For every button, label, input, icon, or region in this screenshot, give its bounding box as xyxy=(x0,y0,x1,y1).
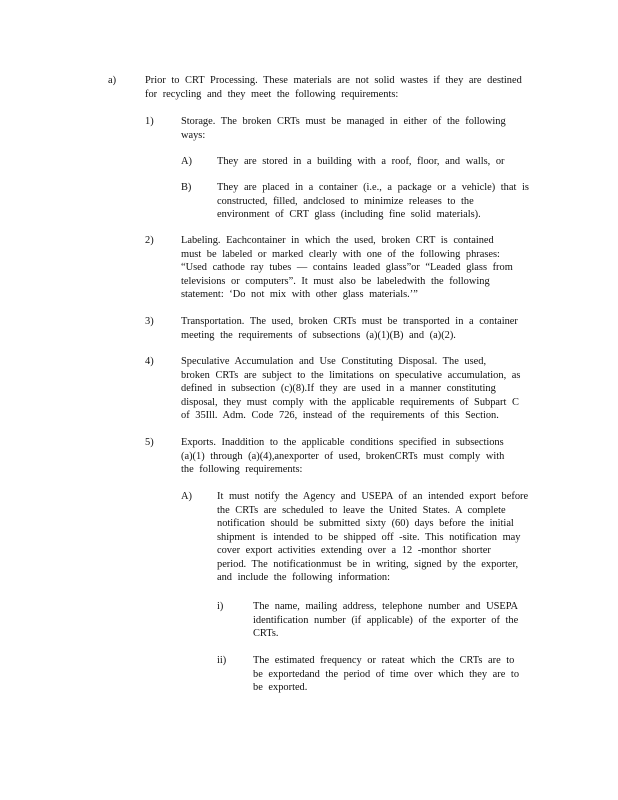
item-1b-line-3: environment of CRT glass (including fine solid materials). xyxy=(217,209,481,220)
item-1a-line-1: They are stored in a building with a roof, floor, and walls, or xyxy=(217,156,505,167)
item-3-marker: 3) xyxy=(145,316,154,327)
item-5-line-3: the following requirements: xyxy=(181,464,303,475)
item-2-line-3: “Used cathode ray tubes — contains leaded glass”or “Leaded glass from xyxy=(181,262,513,273)
item-1a-marker: A) xyxy=(181,156,192,167)
item-5a-i-line-3: CRTs. xyxy=(253,628,279,639)
item-5-line-2: (a)(1) through (a)(4),anexporter of used, brokenCRTs must comply with xyxy=(181,450,505,462)
item-1b-line-2: constructed, filled, andclosed to minimize releases to the xyxy=(217,195,474,207)
section-a-marker: a) xyxy=(108,75,117,86)
item-5a-marker: A) xyxy=(181,491,192,502)
item-2-line-2: must be labeled or marked clearly with one of the following phrases: xyxy=(181,248,500,260)
item-1-text xyxy=(181,115,533,142)
item-2-marker: 2) xyxy=(145,235,154,246)
item-1-line-1: Storage. The broken CRTs must be managed in either of the following xyxy=(181,116,506,127)
item-2-line-1: Labeling. Eachcontainer in which the used, broken CRT is contained xyxy=(181,235,494,246)
section-a-text xyxy=(145,74,533,101)
item-1b-line-1: They are placed in a container (i.e., a package or a vehicle) that is xyxy=(217,182,529,193)
item-5a-ii-line-2: be exportedand the period of time over which they are to xyxy=(253,668,520,680)
item-2-text xyxy=(181,234,535,302)
item-4-line-4: disposal, they must comply with the applicable requirements of Subpart C xyxy=(181,396,519,408)
item-1b-marker: B) xyxy=(181,182,192,193)
item-3-line-1: Transportation. The used, broken CRTs must be transported in a container xyxy=(181,316,518,327)
item-5a-line-4: shipment is intended to be shipped off -site. This notification may xyxy=(217,531,521,543)
item-4-text xyxy=(181,355,541,423)
item-3-text xyxy=(181,315,535,342)
item-5a-i-line-1: The name, mailing address, telephone number and USEPA xyxy=(253,601,519,612)
item-5-marker: 5) xyxy=(145,437,154,448)
item-5a-i-text xyxy=(253,600,535,641)
item-5a-i-marker: i) xyxy=(217,601,224,612)
item-1-line-2: ways: xyxy=(181,129,206,141)
section-a-line-1: Prior to CRT Processing. These materials are not solid wastes if they are destined xyxy=(145,75,522,86)
item-4-line-3: defined in subsection (c)(8).If they are used in a manner constituting xyxy=(181,383,496,394)
item-5-line-1: Exports. Inaddition to the applicable conditions specified in subsections xyxy=(181,437,504,448)
item-4-line-1: Speculative Accumulation and Use Constituting Disposal. The used, xyxy=(181,356,487,367)
item-5a-ii-text xyxy=(253,654,535,695)
item-5a-ii-line-1: The estimated frequency or rateat which the CRTs are to xyxy=(253,655,515,666)
item-5a-line-1: It must notify the Agency and USEPA of an intended export before xyxy=(217,491,529,502)
item-1-marker: 1) xyxy=(145,116,154,127)
item-4-line-2: broken CRTs are subject to the limitations on speculative accumulation, as xyxy=(181,369,521,381)
item-5a-i-line-2: identification number (if applicable) of the exporter of the xyxy=(253,614,519,626)
item-5a-text xyxy=(217,490,539,585)
item-5a-ii-marker: ii) xyxy=(217,655,227,666)
item-5a-line-3: notification should be submitted sixty (60) days before the initial xyxy=(217,518,514,529)
item-2-line-4: televisions or computers”. It must also be labeledwith the following xyxy=(181,275,490,287)
item-1b-text xyxy=(217,181,533,222)
section-a-line-2: for recycling and they meet the following requirements: xyxy=(145,88,399,100)
item-5a-line-7: and include the following information: xyxy=(217,572,391,583)
item-1a-text xyxy=(217,155,533,169)
item-4-line-5: of 35Ill. Adm. Code 726, instead of the requirements of this Section. xyxy=(181,410,499,421)
item-2-line-5: statement: ‘Do not mix with other glass materials.’” xyxy=(181,289,418,300)
item-4-marker: 4) xyxy=(145,356,154,367)
item-5a-line-2: the CRTs are scheduled to leave the United States. A complete xyxy=(217,504,506,516)
item-3-line-2: meeting the requirements of subsections (a)(1)(B) and (a)(2). xyxy=(181,329,456,341)
item-5a-ii-line-3: be exported. xyxy=(253,682,308,693)
item-5a-line-5: cover export activities extending over a 12 -monthor shorter xyxy=(217,545,491,556)
item-5a-line-6: period. The notificationmust be in writing, signed by the exporter, xyxy=(217,558,519,570)
item-5-text xyxy=(181,436,535,477)
